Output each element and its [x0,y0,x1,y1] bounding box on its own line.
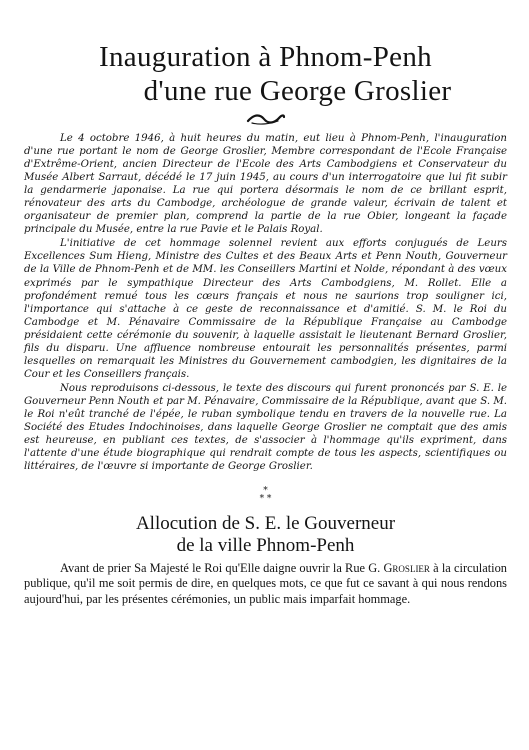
asterism-top-star: * [263,486,268,497]
separator-asterism [24,487,507,503]
article-body [24,132,507,473]
article-title-line2: d'une rue George Groslier [143,75,452,107]
speech-text-before-name: Avant de prier Sa Majesté le Roi qu'Elle daigne ouvrir la Rue G. [60,561,384,576]
speech-name-smallcaps: Groslier [383,561,430,576]
speech-text-after-name: à la circulation publique, qu'il me soit permis de dire, en quelques mots, ce que fut ce savant à qui nous rendons aujourd'hui, par les présentes cérémonies, un public mais imparfait hommage. [24,561,507,606]
article-paragraph-2: L'initiative de cet hommage solennel revient aux efforts conjugués de Leurs Excellences Sum Hieng, Ministre des Cultes et des Beaux Arts et Penn Nouth, Gouverneur de la Ville de Phnom-Penh et de MM. les Conseillers Martini et Nolde, répondant à des vœux exprimés par le sympathique Directeur des Arts Cambodgiens, M. Rollet. Elle a profondément remué tous les cœurs français et nous ne saurions trop souligner ici, l'importance qui s'attache à ce geste de reconnaissance et d'amitié. S. M. le Roi du Cambodge et M. Pénavaire Commissaire de la République Française au Cambodge présidaient cette cérémonie du souvenir, à laquelle assistait le lieutenant Bernard Groslier, fils du disparu. Une affluence nombreuse entourait les personnalités présentes, parmi lesquelles on remarquait les Ministres du Gouvernement cambodgien, les dignitaires de la Cour et les Conseillers français. [24,238,507,380]
speech-title-line1: Allocution de S. E. le Gouverneur [135,513,396,535]
article-title-line1: Inauguration à Phnom-Penh [99,41,432,73]
speech-body [24,561,507,607]
speech-title-line2: de la ville Phnom-Penh [176,535,355,557]
flourish-icon [246,112,286,126]
speech-title [24,513,507,557]
article-paragraph-1: Le 4 octobre 1946, à huit heures du matin, eut lieu à Phnom-Penh, l'inauguration d'une rue portant le nom de George Groslier, Membre correspondant de l'Ecole Française d'Extrême-Orient, ancien Directeur de l'Ecole des Arts Cambodgiens et Conservateur du Musée Albert Sarraut, décédé le 17 juin 1945, au cours d'un interrogatoire que lui fit subir la gendarmerie japonaise. La rue qui portera désormais le nom de ce brillant esprit, rénovateur des arts du Cambodge, archéologue de grande valeur, écrivain de talent et organisateur de premier plan, comprend la partie de la rue Obier, longeant la façade principale du Musée, entre la rue Pavie et le Palais Royal. [24,133,507,236]
asterism-bottom-stars: * * [259,494,272,505]
article-paragraph-3: Nous reproduisons ci-dessous, le texte des discours qui furent prononcés par S. E. le Gouverneur Penn Nouth et par M. Pénavaire, Commissaire de la République, avant que S. M. le Roi n'eût tranché de l'épée, le ruban symbolique tendu en travers de la nouvelle rue. La Société des Etudes Indochinoises, dans laquelle George Groslier ne comptait que des amis est heureuse, en publiant ces textes, de s'associer à l'hommage qu'ils expriment, dans l'attente d'une étude biographique qui rendrait compte de tous les aspects, scientifiques ou littéraires, de l'œuvre si importante de George Groslier. [24,382,507,473]
article-title [24,40,507,108]
speech-paragraph-1 [24,561,507,607]
